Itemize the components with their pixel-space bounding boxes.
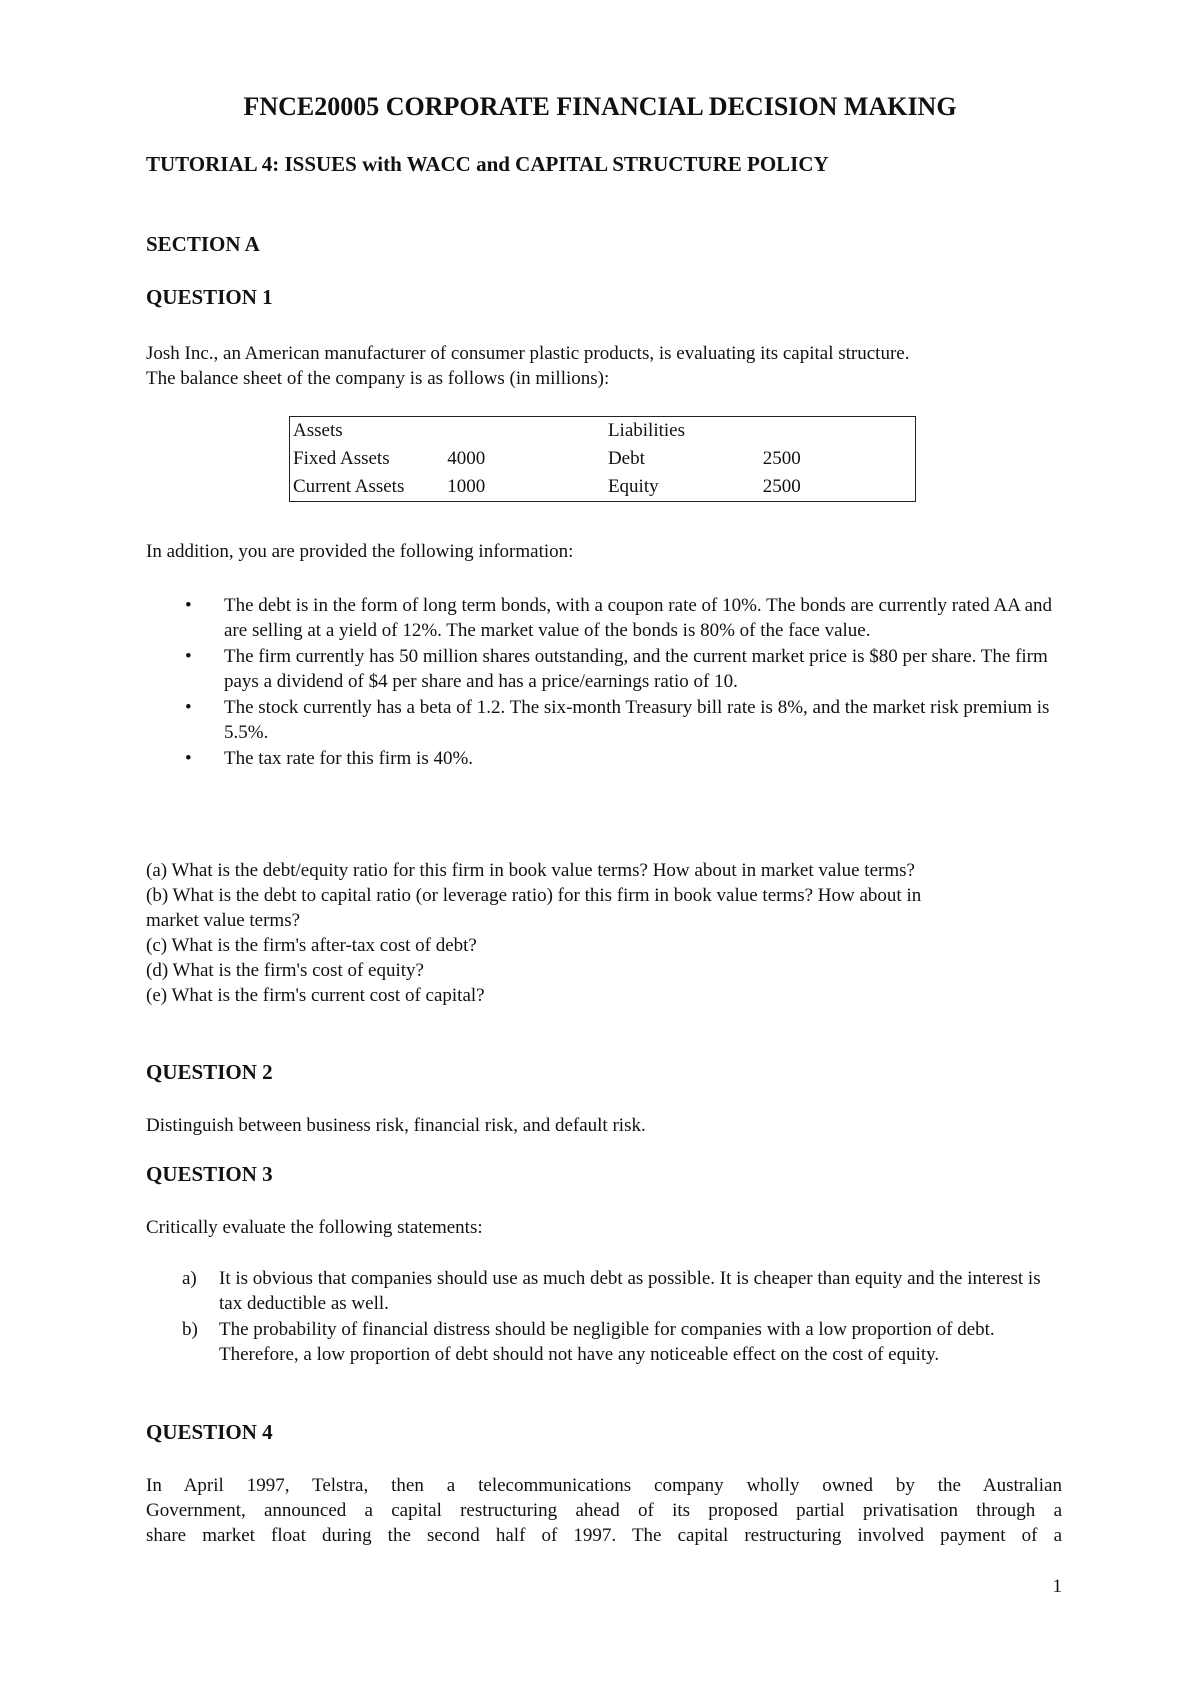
list-item: • The stock currently has a beta of 1.2. The six-month Treasury bill rate is 8%, and the market risk premium is 5.5%. (185, 697, 1050, 743)
document-title: FNCE20005 CORPORATE FINANCIAL DECISION MAKING (243, 92, 957, 121)
question-1-part-b-cont: market value terms? (146, 910, 301, 931)
question-4-line-3: share market float during the second half of 1997. The capital restructuring involved payment of a (146, 1525, 1062, 1546)
question-4-heading: QUESTION 4 (146, 1420, 273, 1444)
table-header-liabilities: Liabilities (607, 420, 685, 441)
table-header-row (290, 417, 916, 446)
question-3-heading: QUESTION 3 (146, 1162, 273, 1186)
info-bullet-list (146, 593, 1066, 772)
list-item: • The firm currently has 50 million shares outstanding, and the current market price is $80 per share. The firm pays a dividend of $4 per share and has a price/earnings ratio of 10. (185, 646, 1048, 692)
bullet-icon: • (185, 697, 192, 718)
question-1-intro-line-1: Josh Inc., an American manufacturer of consumer plastic products, is evaluating its capital structure. (146, 343, 910, 364)
balance-sheet-table (289, 416, 916, 502)
asset-value: 1000 (447, 476, 486, 497)
list-item: • The tax rate for this firm is 40%. (185, 748, 474, 769)
liability-value: 2500 (762, 476, 801, 497)
list-item: b) The probability of financial distress should be negligible for companies with a low proportion of debt. Therefore, a low proportion of debt should not have any noticeable effect on the cost of equity. (182, 1319, 995, 1365)
question-1-part-c: (c) What is the firm's after-tax cost of debt? (146, 935, 477, 956)
question-1-part-e: (e) What is the firm's current cost of capital? (146, 985, 485, 1006)
liability-value: 2500 (762, 448, 801, 469)
liability-label: Debt (607, 448, 645, 469)
table-row (290, 473, 916, 502)
question-1-part-b: (b) What is the debt to capital ratio (or leverage ratio) for this firm in book value terms? How about in (146, 885, 922, 906)
bullet-icon: • (185, 748, 192, 769)
asset-value: 4000 (447, 448, 486, 469)
bullet-icon: • (185, 595, 192, 616)
list-item: a) It is obvious that companies should use as much debt as possible. It is cheaper than equity and the interest is tax deductible as well. (182, 1268, 1041, 1314)
question-4-line-2: Government, announced a capital restructuring ahead of its proposed partial privatisation through a (146, 1500, 1062, 1521)
asset-label: Current Assets (293, 476, 405, 497)
question-1-part-d: (d) What is the firm's cost of equity? (146, 960, 424, 981)
tutorial-subtitle: TUTORIAL 4: ISSUES with WACC and CAPITAL STRUCTURE POLICY (146, 152, 829, 176)
question-1-heading: QUESTION 1 (146, 285, 273, 309)
asset-label: Fixed Assets (293, 448, 390, 469)
liability-label: Equity (607, 476, 659, 497)
page-number: 1 (1052, 1576, 1062, 1597)
question-2-heading: QUESTION 2 (146, 1060, 273, 1084)
question-2-text: Distinguish between business risk, financial risk, and default risk. (146, 1115, 646, 1136)
question-1-part-a: (a) What is the debt/equity ratio for this firm in book value terms? How about in market value terms? (146, 860, 915, 881)
info-intro: In addition, you are provided the following information: (146, 541, 574, 562)
list-item: • The debt is in the form of long term bonds, with a coupon rate of 10%. The bonds are currently rated AA and are selling at a yield of 12%. The market value of the bonds is 80% of the face value. (185, 595, 1053, 641)
bullet-icon: • (185, 646, 192, 667)
section-heading: SECTION A (146, 232, 260, 256)
question-1-intro-line-2: The balance sheet of the company is as follows (in millions): (146, 368, 610, 389)
question-3-intro: Critically evaluate the following statements: (146, 1217, 483, 1238)
question-4-line-1: In April 1997, Telstra, then a telecommunications company wholly owned by the Australian (146, 1475, 1062, 1496)
table-row (290, 445, 916, 473)
table-header-assets: Assets (293, 420, 343, 441)
statement-list (146, 1266, 1066, 1368)
